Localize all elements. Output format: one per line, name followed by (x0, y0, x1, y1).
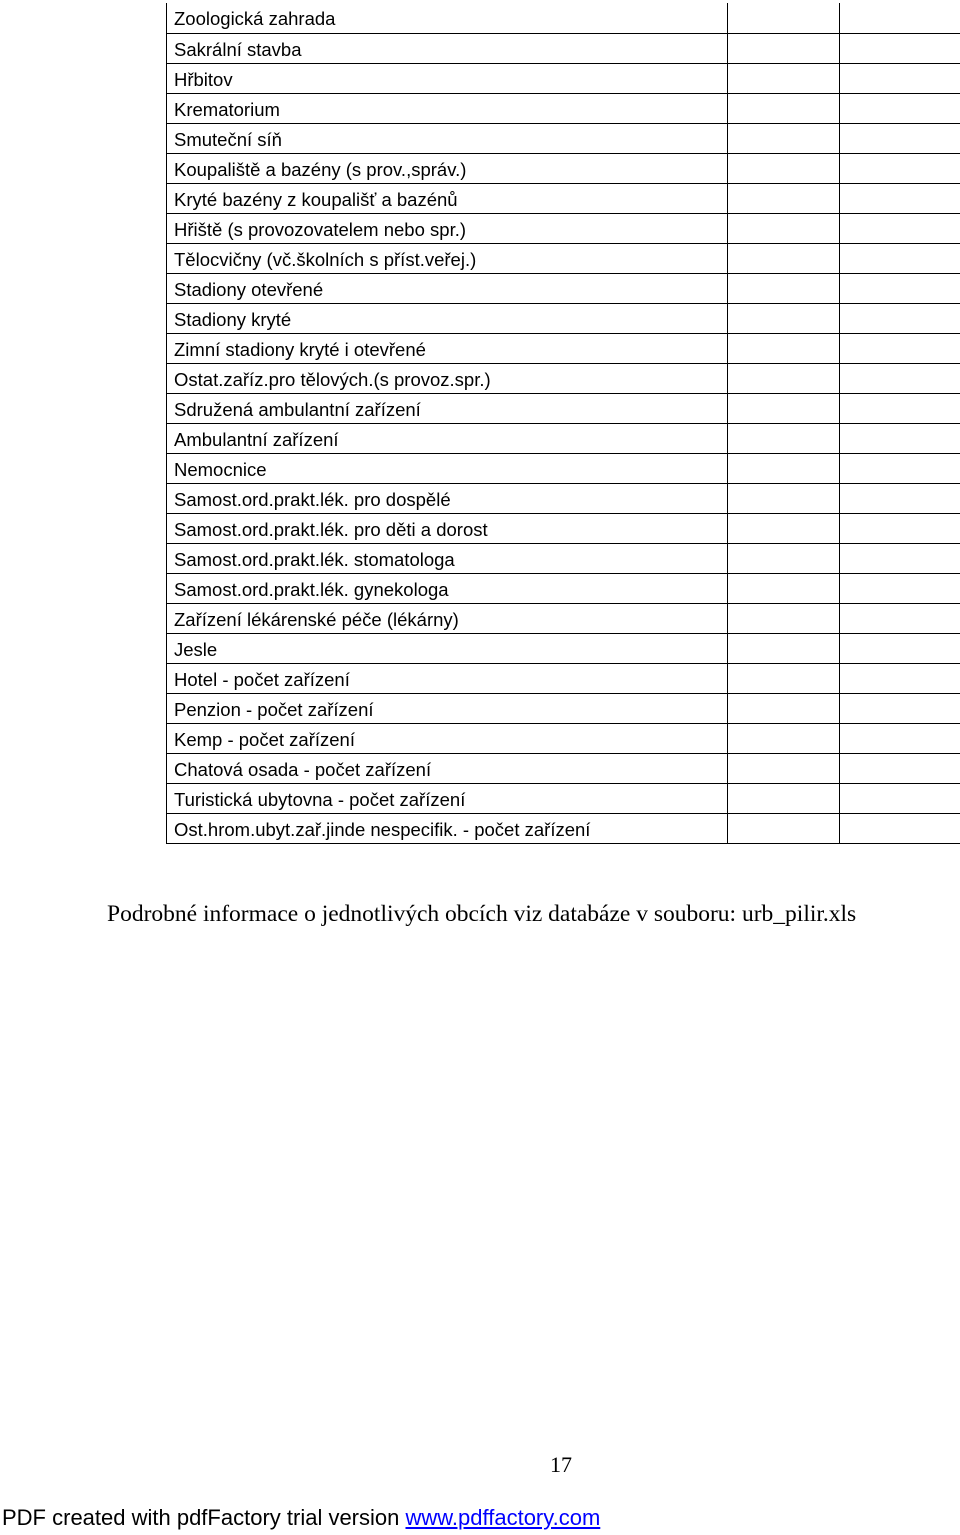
table-row (167, 573, 960, 603)
table-row (167, 33, 960, 63)
value-cell (728, 153, 840, 183)
value-cell (840, 753, 960, 783)
value-cell (840, 63, 960, 93)
value-cell (840, 453, 960, 483)
table-row (167, 603, 960, 633)
table-row (167, 813, 960, 843)
table-row (167, 513, 960, 543)
value-cell (840, 213, 960, 243)
value-cell (840, 363, 960, 393)
value-cell (728, 543, 840, 573)
value-cell (840, 303, 960, 333)
row-label: Sdružená ambulantní zařízení (167, 393, 728, 423)
table-row (167, 213, 960, 243)
value-cell (840, 273, 960, 303)
table-row (167, 63, 960, 93)
value-cell (728, 813, 840, 843)
row-label: Smuteční síň (167, 123, 728, 153)
value-cell (728, 303, 840, 333)
value-cell (840, 183, 960, 213)
table-row (167, 303, 960, 333)
row-label: Stadiony otevřené (167, 273, 728, 303)
footer-text: PDF created with pdfFactory trial version (2, 1505, 406, 1530)
row-label: Kryté bazény z koupališť a bazénů (167, 183, 728, 213)
row-label: Chatová osada - počet zařízení (167, 753, 728, 783)
row-label: Stadiony kryté (167, 303, 728, 333)
value-cell (728, 603, 840, 633)
value-cell (728, 3, 840, 33)
row-label: Zoologická zahrada (167, 3, 728, 33)
value-cell (728, 63, 840, 93)
value-cell (728, 213, 840, 243)
value-cell (840, 723, 960, 753)
value-cell (728, 483, 840, 513)
value-cell (728, 183, 840, 213)
table-row (167, 423, 960, 453)
value-cell (840, 483, 960, 513)
value-cell (840, 813, 960, 843)
value-cell (840, 333, 960, 363)
value-cell (728, 393, 840, 423)
table-row (167, 123, 960, 153)
value-cell (840, 633, 960, 663)
row-label: Sakrální stavba (167, 33, 728, 63)
table-row (167, 183, 960, 213)
value-cell (840, 663, 960, 693)
row-label: Ost.hrom.ubyt.zař.jinde nespecifik. - počet zařízení (167, 813, 728, 843)
value-cell (728, 453, 840, 483)
table-row (167, 243, 960, 273)
value-cell (728, 123, 840, 153)
table-row (167, 663, 960, 693)
value-cell (728, 633, 840, 663)
row-label: Ostat.zaříz.pro tělových.(s provoz.spr.) (167, 363, 728, 393)
value-cell (728, 273, 840, 303)
table-row (167, 723, 960, 753)
value-cell (840, 573, 960, 603)
value-cell (728, 663, 840, 693)
value-cell (728, 243, 840, 273)
value-cell (840, 33, 960, 63)
table-row (167, 393, 960, 423)
value-cell (840, 393, 960, 423)
value-cell (728, 93, 840, 123)
table-row (167, 153, 960, 183)
row-label: Nemocnice (167, 453, 728, 483)
row-label: Krematorium (167, 93, 728, 123)
row-label: Hotel - počet zařízení (167, 663, 728, 693)
table-row (167, 453, 960, 483)
row-label: Penzion - počet zařízení (167, 693, 728, 723)
value-cell (728, 693, 840, 723)
value-cell (840, 423, 960, 453)
table-row (167, 753, 960, 783)
value-cell (728, 363, 840, 393)
value-cell (728, 783, 840, 813)
table-row (167, 783, 960, 813)
table-row (167, 633, 960, 663)
table-row (167, 483, 960, 513)
row-label: Zařízení lékárenské péče (lékárny) (167, 603, 728, 633)
value-cell (728, 423, 840, 453)
database-note: Podrobné informace o jednotlivých obcích viz databáze v souboru: urb_pilir.xls (107, 901, 857, 927)
table-row (167, 93, 960, 123)
row-label: Turistická ubytovna - počet zařízení (167, 783, 728, 813)
table-row (167, 273, 960, 303)
value-cell (840, 243, 960, 273)
row-label: Tělocvičny (vč.školních s příst.veřej.) (167, 243, 728, 273)
value-cell (840, 783, 960, 813)
table-row (167, 543, 960, 573)
value-cell (728, 333, 840, 363)
table-row (167, 693, 960, 723)
value-cell (840, 693, 960, 723)
page-number: 17 (550, 1452, 572, 1477)
row-label: Samost.ord.prakt.lék. stomatologa (167, 543, 728, 573)
table-row (167, 363, 960, 393)
value-cell (728, 513, 840, 543)
row-label: Hřiště (s provozovatelem nebo spr.) (167, 213, 728, 243)
facility-table (166, 3, 960, 844)
value-cell (728, 753, 840, 783)
table-row (167, 333, 960, 363)
value-cell (840, 123, 960, 153)
value-cell (728, 573, 840, 603)
row-label: Kemp - počet zařízení (167, 723, 728, 753)
row-label: Samost.ord.prakt.lék. pro dospělé (167, 483, 728, 513)
row-label: Hřbitov (167, 63, 728, 93)
row-label: Samost.ord.prakt.lék. pro děti a dorost (167, 513, 728, 543)
value-cell (840, 543, 960, 573)
row-label: Ambulantní zařízení (167, 423, 728, 453)
value-cell (840, 513, 960, 543)
value-cell (840, 603, 960, 633)
pdf-footer (2, 1505, 600, 1531)
value-cell (728, 33, 840, 63)
row-label: Zimní stadiony kryté i otevřené (167, 333, 728, 363)
value-cell (840, 153, 960, 183)
table-row (167, 3, 960, 33)
facility-table-body (167, 3, 960, 843)
row-label: Koupaliště a bazény (s prov.,správ.) (167, 153, 728, 183)
row-label: Samost.ord.prakt.lék. gynekologa (167, 573, 728, 603)
row-label: Jesle (167, 633, 728, 663)
value-cell (840, 3, 960, 33)
value-cell (840, 93, 960, 123)
pdffactory-link[interactable]: www.pdffactory.com (405, 1505, 601, 1530)
value-cell (728, 723, 840, 753)
